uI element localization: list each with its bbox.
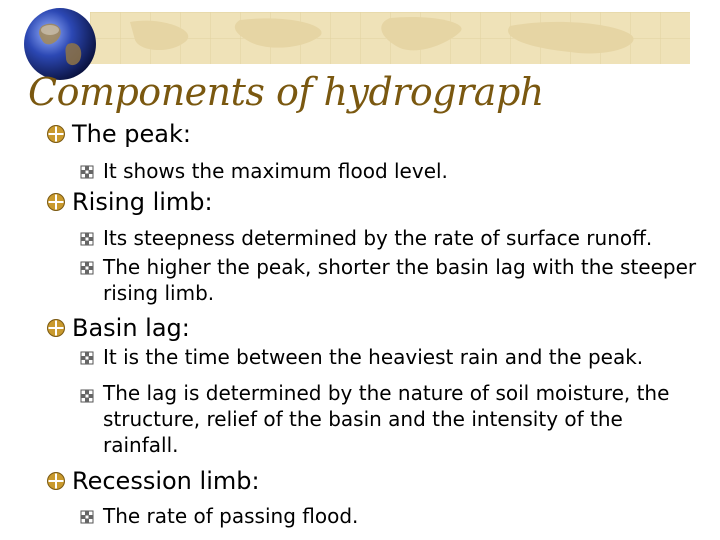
bullet-point: The rate of passing flood. [103, 504, 359, 528]
box-bullet-icon [80, 261, 94, 275]
compass-bullet-icon [46, 471, 66, 491]
section-heading: Basin lag: [72, 314, 190, 342]
box-bullet-icon [80, 510, 94, 524]
section-heading: Recession limb: [72, 467, 260, 495]
bullet-point: It is the time between the heaviest rain and the peak. [103, 345, 644, 369]
box-bullet-icon [80, 232, 94, 246]
section-heading: The peak: [72, 120, 191, 148]
box-bullet-icon [80, 351, 94, 365]
bullet-point: It shows the maximum flood level. [103, 159, 448, 183]
box-bullet-icon [80, 165, 94, 179]
slide-title: Components of hydrograph [28, 70, 544, 114]
compass-bullet-icon [46, 124, 66, 144]
bullet-point: Its steepness determined by the rate of surface runoff. [103, 226, 653, 250]
bullet-point: The lag is determined by the nature of soil moisture, the structure, relief of the basin and the intensity of the rainfall. [103, 381, 670, 457]
box-bullet-icon [80, 389, 94, 403]
bullet-point: The higher the peak, shorter the basin lag with the steeper rising limb. [103, 255, 697, 305]
section-heading: Rising limb: [72, 188, 213, 216]
map-banner [90, 12, 690, 64]
compass-bullet-icon [46, 318, 66, 338]
compass-bullet-icon [46, 192, 66, 212]
